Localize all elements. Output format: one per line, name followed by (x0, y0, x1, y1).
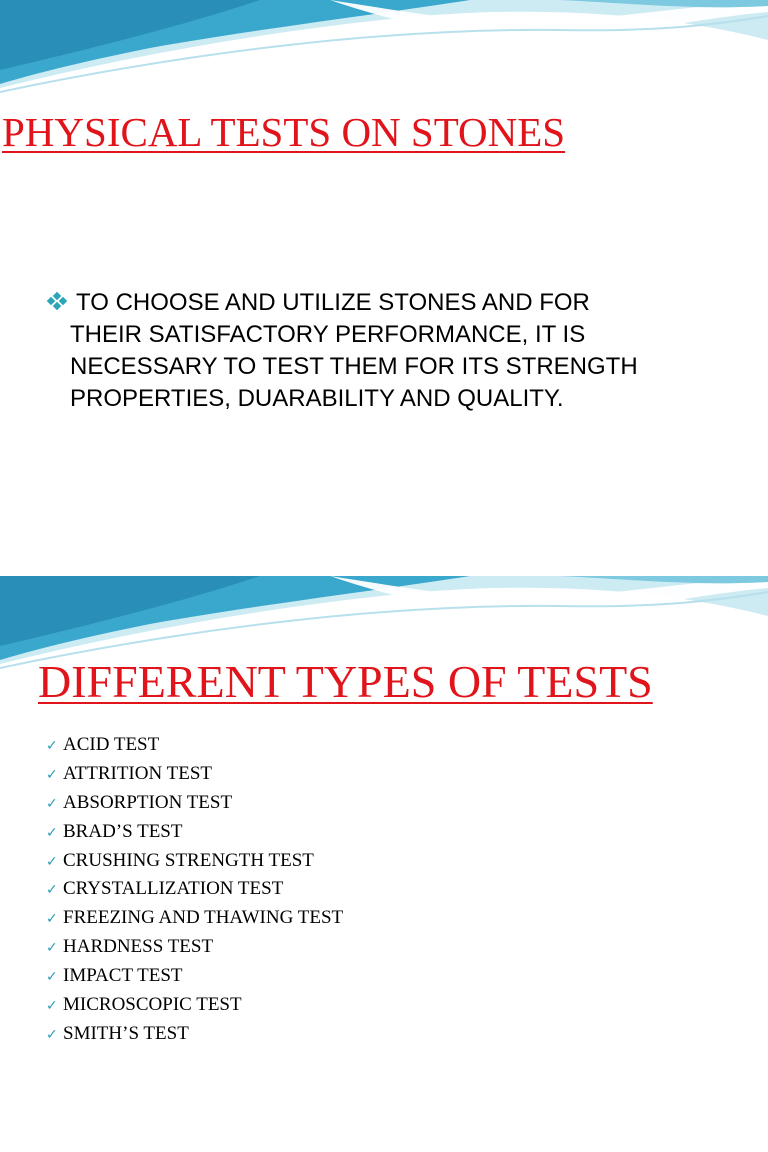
tests-list (46, 731, 343, 1049)
paragraph-line-1: TO CHOOSE AND UTILIZE STONES AND FOR (48, 287, 738, 319)
check-mark-icon: ✓ (46, 766, 58, 783)
list-item: ✓ ACID TEST (46, 731, 343, 760)
check-mark-icon: ✓ (46, 795, 58, 812)
list-item: ✓ IMPACT TEST (46, 962, 343, 991)
check-mark-icon: ✓ (46, 940, 58, 957)
intro-bullet-paragraph (48, 287, 738, 415)
section-title: DIFFERENT TYPES OF TESTS (38, 656, 653, 707)
list-item: ✓ HARDNESS TEST (46, 933, 343, 962)
list-item: ✓ ABSORPTION TEST (46, 789, 343, 818)
paragraph-line-4: PROPERTIES, DUARABILITY AND QUALITY. (70, 385, 564, 412)
list-item: ✓ CRUSHING STRENGTH TEST (46, 847, 343, 876)
list-item: ✓ SMITH’S TEST (46, 1020, 343, 1049)
slide-types-of-tests (0, 576, 768, 1152)
list-item: ✓ ATTRITION TEST (46, 760, 343, 789)
check-mark-icon: ✓ (46, 882, 58, 899)
check-mark-icon: ✓ (46, 998, 58, 1015)
check-mark-icon: ✓ (46, 738, 58, 754)
check-mark-icon: ✓ (46, 911, 58, 928)
list-item: ✓ BRAD’S TEST (46, 818, 343, 847)
paragraph-line-3: NECESSARY TO TEST THEM FOR ITS STRENGTH (70, 353, 638, 380)
list-item: ✓ FREEZING AND THAWING TEST (46, 904, 343, 933)
header-wave-decoration (0, 0, 768, 95)
paragraph-line-2: THEIR SATISFACTORY PERFORMANCE, IT IS (70, 321, 586, 348)
check-mark-icon: ✓ (46, 853, 58, 870)
diamond-bullet-icon (48, 293, 66, 307)
check-mark-icon: ✓ (46, 1026, 58, 1043)
page-title: PHYSICAL TESTS ON STONES (2, 109, 566, 155)
check-mark-icon: ✓ (46, 824, 58, 841)
check-mark-icon: ✓ (46, 969, 58, 986)
list-item: ✓ MICROSCOPIC TEST (46, 991, 343, 1020)
list-item: ✓ CRYSTALLIZATION TEST (46, 875, 343, 904)
